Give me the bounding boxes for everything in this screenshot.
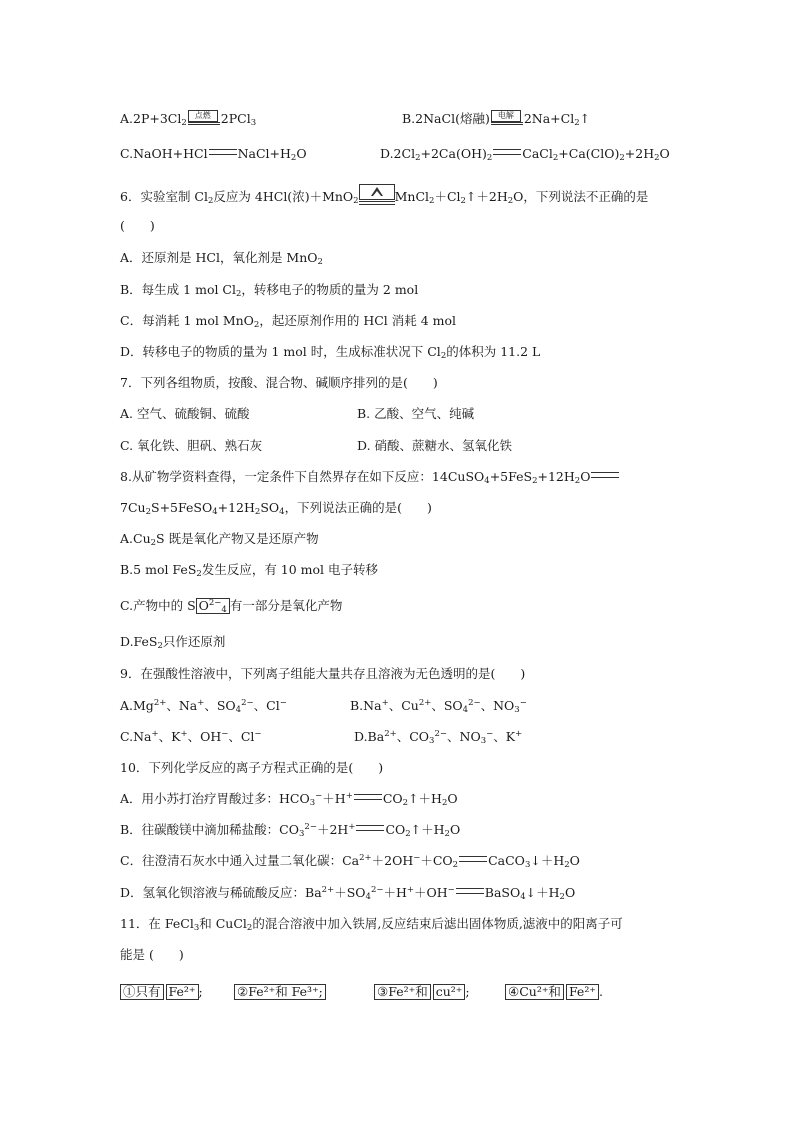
q5-option-c: C.NaOH+HCl $NaCl+H_2O$ bbox=[120, 146, 307, 163]
q11-option-3: ③Fe²⁺和 cu²⁺ ; bbox=[374, 983, 470, 1001]
q11-option-1: ①只有 Fe²⁺ ; bbox=[120, 983, 203, 1001]
q9-option-b: B.Na+、$Cu^{2+}$、$SO_4^{2-}$、$NO_3^-$ bbox=[350, 698, 527, 715]
q5-option-b: B.2NaCl(熔融) 电解 $2Na+Cl_2↑$ bbox=[402, 111, 591, 128]
q7-option-d: D. 硝酸、蔗糖水、氢氧化铁 bbox=[357, 438, 513, 453]
q7-option-c: C. 氧化铁、胆矾、熟石灰 bbox=[120, 438, 263, 453]
q7-option-a: A. 空气、硫酸铜、硫酸 bbox=[120, 406, 250, 421]
q8-option-b: B.5 mol FeS$_2$发生反应，有 10 mol 电子转移 bbox=[120, 562, 379, 579]
q8-option-d: D.FeS$_2$只作还原剂 bbox=[120, 634, 226, 651]
q11-option-4: ④Cu²⁺和 Fe²⁺ . bbox=[505, 983, 603, 1001]
q11-stem-line2: 能是 ( ) bbox=[120, 947, 184, 962]
q9-option-a: $A.Mg^{2+}$、Na+、$SO_4^{2-}$、Cl− bbox=[120, 698, 287, 715]
q9-stem: 9．在强酸性溶液中，下列离子组能大量共存且溶液为无色透明的是( ) bbox=[120, 666, 526, 681]
q9-option-d: $D.Ba^{2+}$、$CO_3^{2-}$、$NO_3^-$、K+ bbox=[354, 729, 523, 746]
q6-option-a: A．还原剂是 HCl，氧化剂是 MnO$_2$ bbox=[120, 250, 323, 267]
q7-option-b: B. 乙酸、空气、纯碱 bbox=[357, 406, 475, 421]
q11-stem-line1: 11．在 FeCl$_3$和 CuCl$_2$的混合溶液中加入铁屑,反应结束后滤出固体物质,滤液中的阳离子可 bbox=[120, 916, 623, 933]
q6-answer-paren: ( ) bbox=[120, 218, 155, 233]
q10-option-c: C．往澄清石灰水中通入过量二氧化碳：$Ca^{2+}+2OH^-+CO_2$ $CaCO_3↓+H_2O$ bbox=[120, 853, 580, 870]
q11-option-2: ②Fe²⁺和 Fe³⁺; bbox=[234, 983, 326, 1001]
q9-option-c: C.Na+、K+、OH−、Cl− bbox=[120, 729, 262, 744]
q5-option-d: $D.2Cl_2+2Ca(OH)_2$ $CaCl_2+Ca(ClO)_2+2H_2O$ bbox=[380, 146, 670, 163]
condition-electrolysis-label: 电解 bbox=[491, 110, 521, 122]
q10-option-b: B．往碳酸镁中滴加稀盐酸：$CO_3^{2-}+2H^+$ $CO_2↑+H_2O$ bbox=[120, 822, 461, 839]
q8-option-a: $A.Cu_2S$ 既是氧化产物又是还原产物 bbox=[120, 531, 319, 548]
q6-stem: 6．实验室制 $Cl_2$反应为 4HCl(浓)＋MnO$_2$ $MnCl_2+Cl_2↑+2H_2O$，下列说法不正确的是 bbox=[120, 184, 648, 206]
q8-option-c: C.产物中的 S $O^{2-}_4$ 有一部分是氧化产物 bbox=[120, 598, 343, 615]
q10-stem: 10．下列化学反应的离子方程式正确的是( ) bbox=[120, 760, 384, 775]
q6-option-c: C．每消耗 1 mol MnO$_2$，起还原剂作用的 HCl 消耗 4 mol bbox=[120, 313, 457, 330]
q7-stem: 7．下列各组物质，按酸、混合物、碱顺序排列的是( ) bbox=[120, 375, 438, 390]
q8-stem-line2: $7Cu_2S+5FeSO_4+12H_2SO_4$，下列说法正确的是( ) bbox=[120, 500, 432, 517]
q6-option-d: D．转移电子的物质的量为 1 mol 时，生成标准状况下 $Cl_2$的体积为 11.2 L bbox=[120, 344, 541, 361]
condition-ignite-label: 点燃 bbox=[188, 110, 218, 122]
q10-option-d: D．氢氧化钡溶液与稀硫酸反应：$Ba^{2+}+SO_4^{2-}+H^++OH^-$ $BaSO_4↓+H_2O$ bbox=[120, 885, 576, 902]
q6-option-b: B．每生成 1 mol $Cl_2$，转移电子的物质的量为 2 mol bbox=[120, 282, 419, 299]
q10-option-a: A．用小苏打治疗胃酸过多：$HCO_3^-+H^+$ $CO_2↑+H_2O$ bbox=[120, 791, 458, 808]
heat-condition-icon bbox=[359, 184, 395, 206]
sulfate-ion-box: $O^{2-}_4$ bbox=[196, 598, 230, 614]
q8-stem-line1: 8.从矿物学资料查得，一定条件下自然界存在如下反应：$14CuSO_4+5FeS_2+12H_2O$ bbox=[120, 468, 620, 486]
q5-option-a: $A.2P+3Cl_2$ 点燃 2PCl$_3$ bbox=[120, 111, 257, 128]
